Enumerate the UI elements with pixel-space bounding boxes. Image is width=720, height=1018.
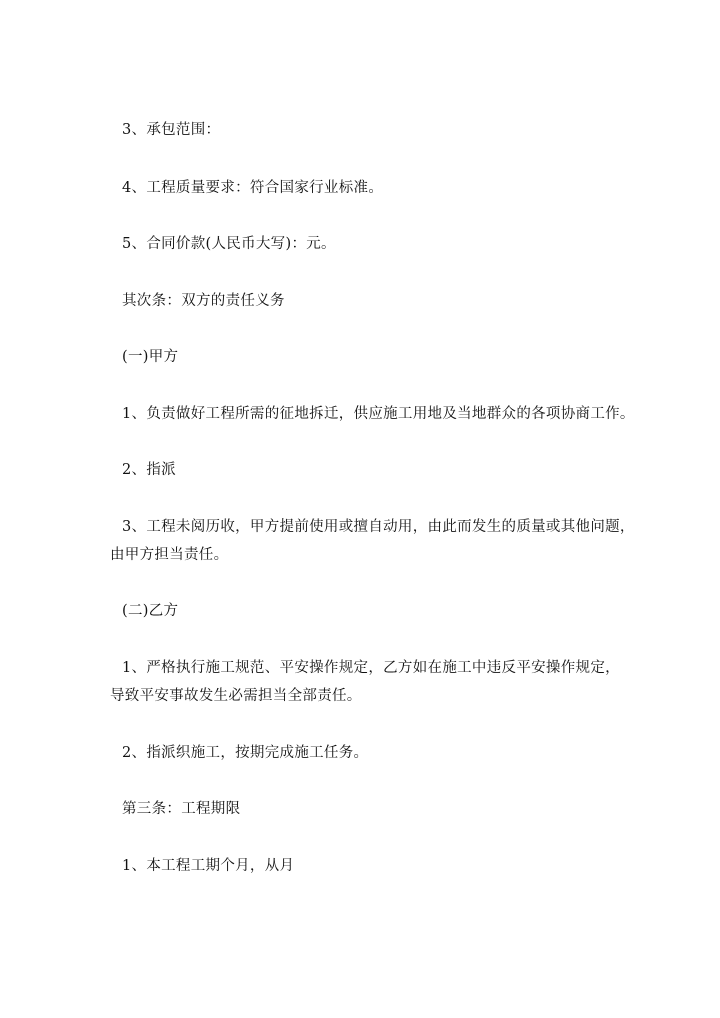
paragraph-line: 1、本工程工期个月，从月 <box>122 858 295 874</box>
party-b-item-1 <box>110 654 620 710</box>
section-heading: 第三条：工程期限 <box>122 801 241 817</box>
clause-scope <box>110 116 610 144</box>
party-a-item-3 <box>110 513 635 569</box>
paragraph-line: 3、工程未阅历收，甲方提前使用或擅自动用，由此而发生的质量或其他问题， <box>122 519 635 535</box>
section-heading-period <box>110 795 610 823</box>
section-heading: 其次条：双方的责任义务 <box>122 293 285 309</box>
party-b-item-2 <box>110 739 610 767</box>
paragraph-line: 1、严格执行施工规范、平安操作规定，乙方如在施工中违反平安操作规定， <box>122 660 620 676</box>
paragraph-line: 由甲方担当责任。 <box>110 547 229 563</box>
paragraph-line: 5、合同价款(人民币大写)：元。 <box>122 236 336 252</box>
subsection-party-a <box>110 343 610 371</box>
subsection-heading: (二)乙方 <box>122 603 179 619</box>
paragraph-line: 1、负责做好工程所需的征地拆迁，供应施工用地及当地群众的各项协商工作。 <box>122 406 635 422</box>
subsection-heading: (一)甲方 <box>122 349 179 365</box>
paragraph-line: 2、指派 <box>122 462 176 478</box>
subsection-party-b <box>110 597 610 625</box>
clause-price <box>110 230 610 258</box>
section-heading-obligations <box>110 287 610 315</box>
paragraph-line: 4、工程质量要求：符合国家行业标准。 <box>122 180 384 196</box>
party-a-item-1 <box>110 400 635 428</box>
paragraph-line: 2、指派织施工，按期完成施工任务。 <box>122 745 369 761</box>
paragraph-line: 3、承包范围： <box>122 122 221 138</box>
paragraph-line: 导致平安事故发生必需担当全部责任。 <box>110 688 362 704</box>
party-a-item-2 <box>110 456 610 484</box>
clause-quality <box>110 174 610 202</box>
period-item-1 <box>110 852 610 880</box>
